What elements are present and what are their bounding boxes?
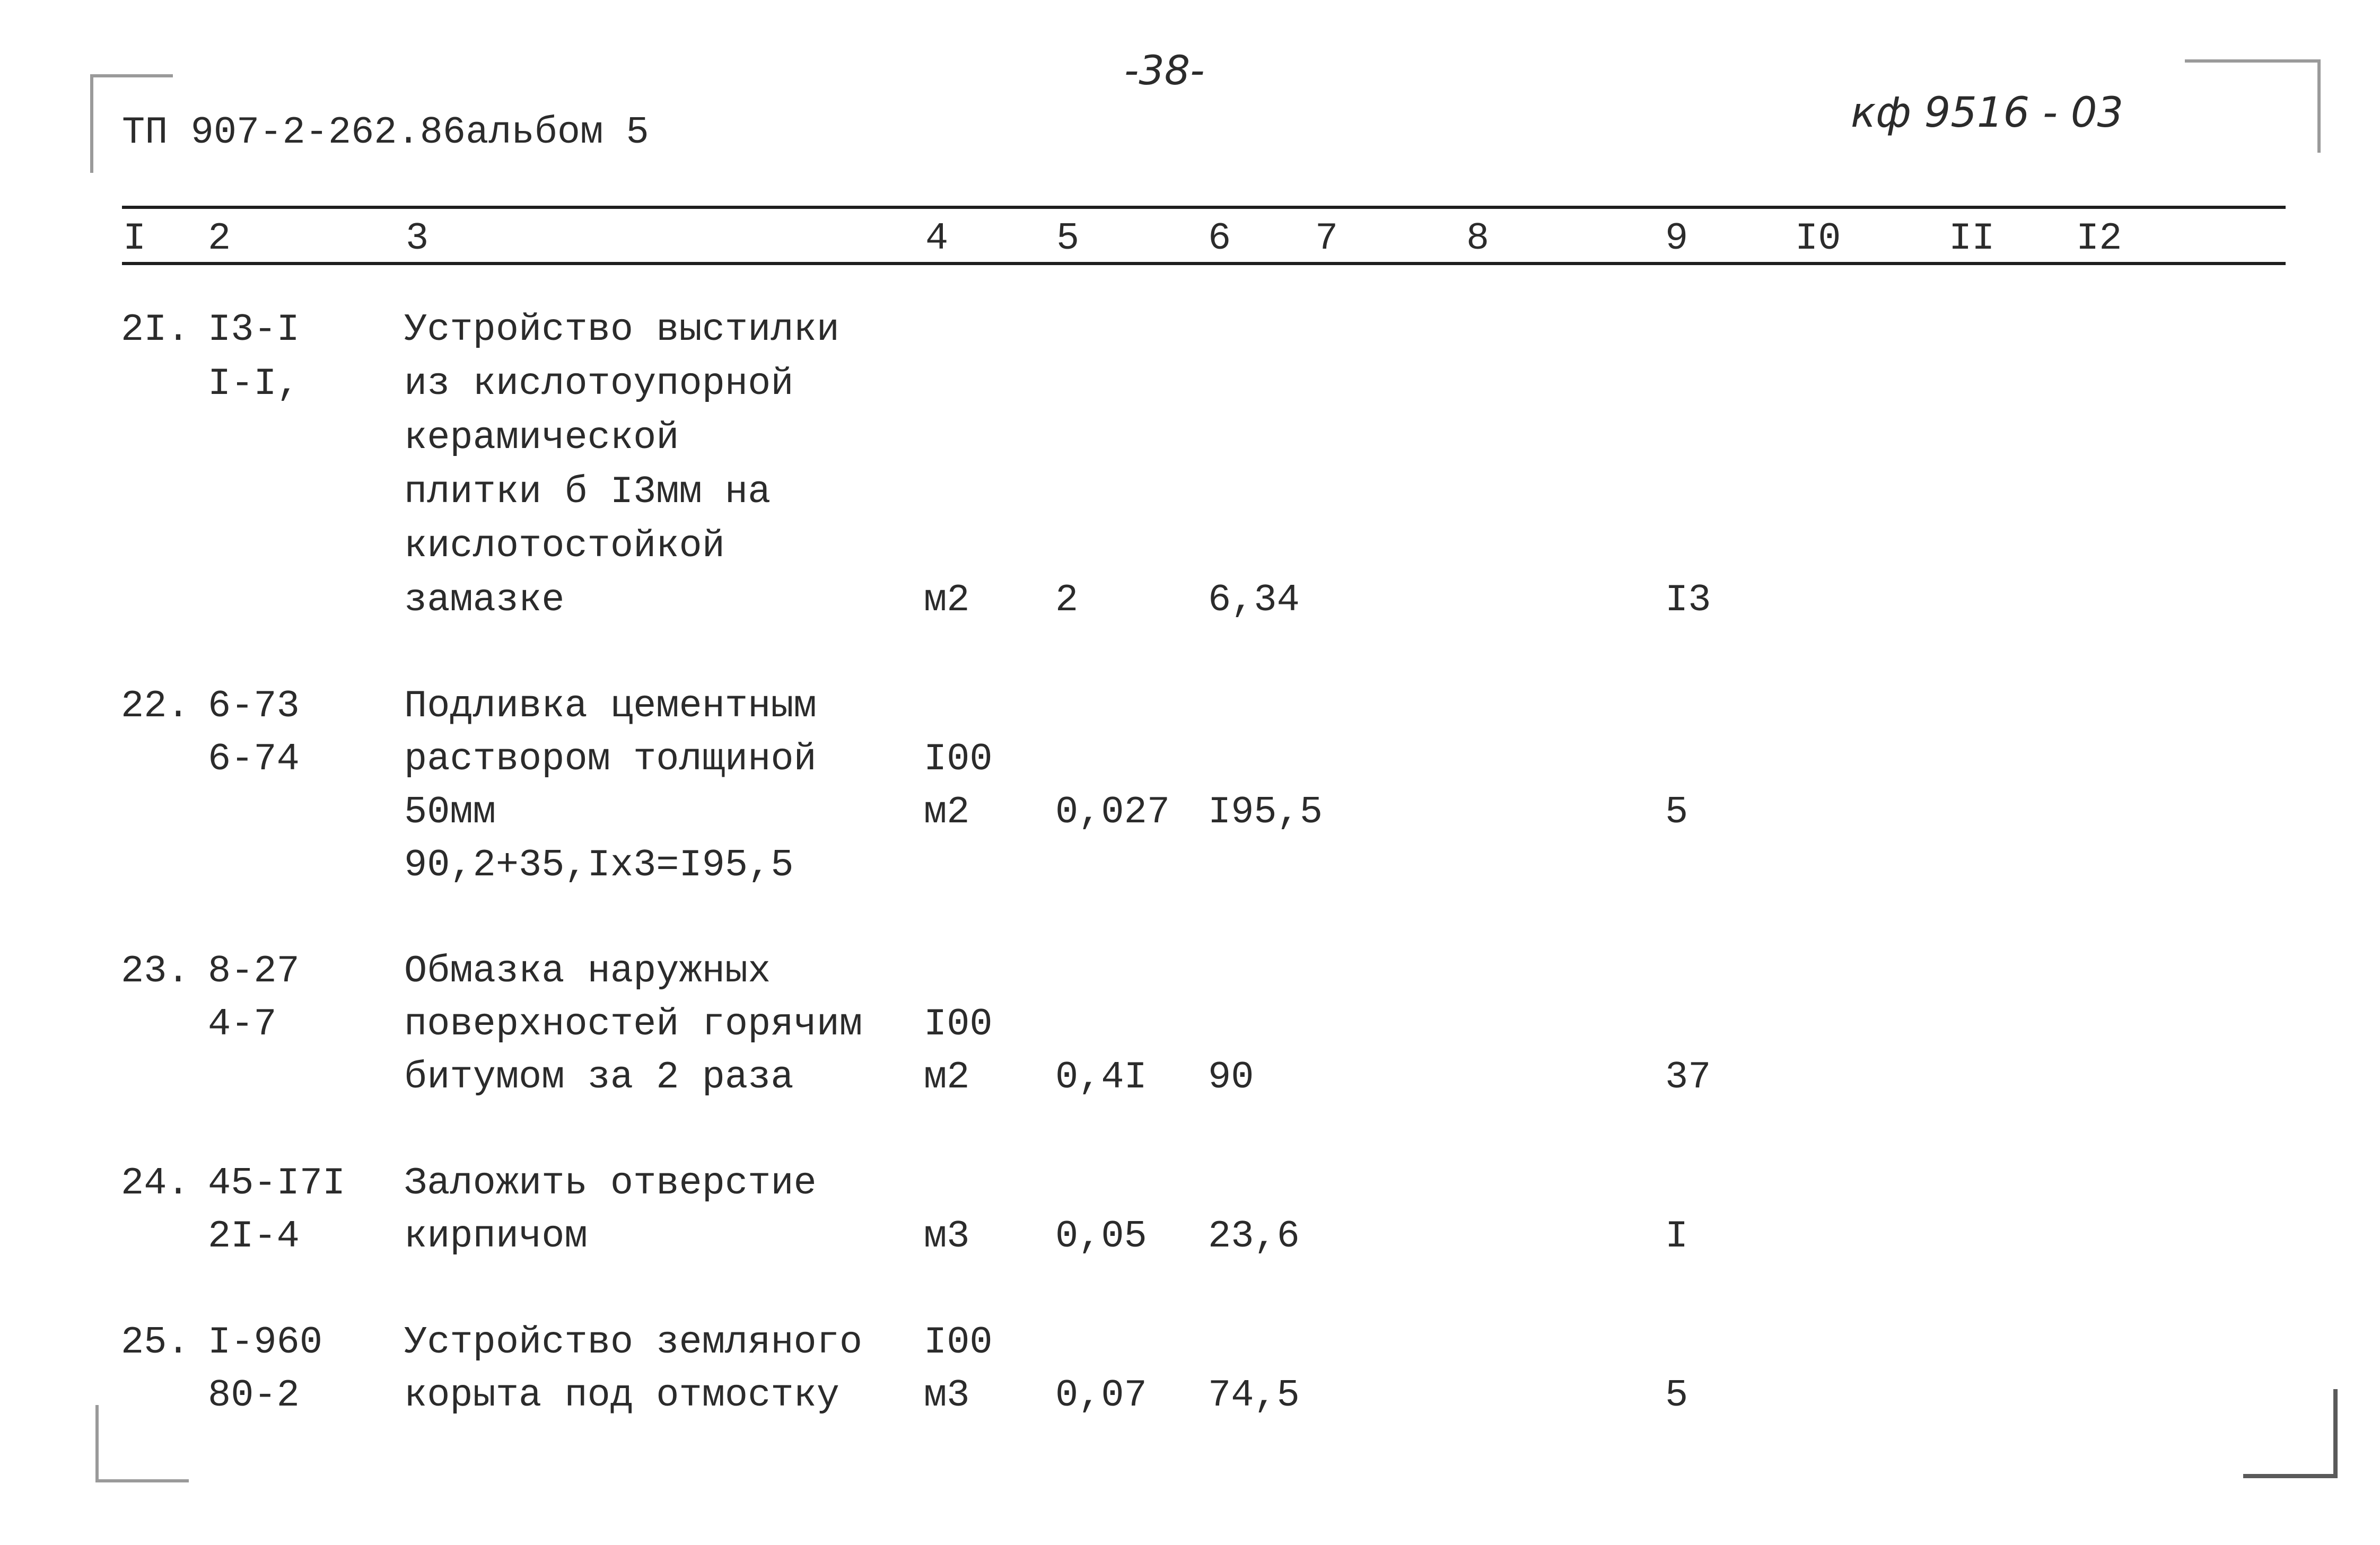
- row-value-col9: I: [1665, 1215, 1688, 1258]
- table-top-rule: [122, 206, 2286, 209]
- row-code: 45-I7I: [208, 1162, 346, 1205]
- row-description: корыта под отмостку: [404, 1374, 839, 1417]
- column-header-2: 2: [208, 217, 231, 260]
- row-description: плитки б I3мм на: [404, 470, 771, 514]
- column-header-7: 7: [1315, 217, 1338, 260]
- row-description: 90,2+35,Iх3=I95,5: [404, 844, 794, 887]
- row-description: раствором толщиной: [404, 738, 817, 781]
- row-unit: м3: [924, 1215, 970, 1258]
- row-quantity: 0,07: [1055, 1374, 1147, 1417]
- row-description: битумом за 2 раза: [404, 1056, 794, 1099]
- row-value-col9: 37: [1665, 1056, 1711, 1099]
- row-description: 50мм: [404, 791, 496, 834]
- row-number: 23.: [121, 950, 190, 993]
- row-number: 24.: [121, 1162, 190, 1205]
- column-header-11: II: [1949, 217, 1995, 260]
- row-unit: I00: [924, 738, 993, 781]
- row-code: 6-73: [208, 684, 300, 728]
- column-header-5: 5: [1056, 217, 1080, 260]
- row-code: 80-2: [208, 1374, 300, 1417]
- row-description: керамической: [404, 416, 679, 460]
- row-unit: м2: [924, 791, 970, 834]
- row-code: 2I-4: [208, 1215, 300, 1258]
- frame-corner-top-right: [2185, 59, 2321, 153]
- row-value-col6: 6,34: [1208, 578, 1300, 622]
- row-code: 6-74: [208, 738, 300, 781]
- row-description: Устройство выстилки: [404, 308, 839, 352]
- row-number: 2I.: [121, 308, 190, 352]
- row-code: 4-7: [208, 1003, 277, 1046]
- row-quantity: 0,027: [1055, 791, 1170, 834]
- row-unit: м2: [924, 578, 970, 622]
- row-value-col6: 74,5: [1208, 1374, 1300, 1417]
- row-code: I3-I: [208, 308, 300, 352]
- row-description: Заложить отверстие: [404, 1162, 817, 1205]
- column-header-4: 4: [925, 217, 949, 260]
- row-description: Обмазка наружных: [404, 950, 771, 993]
- row-description: кислотостойкой: [404, 524, 725, 568]
- column-header-6: 6: [1208, 217, 1231, 260]
- row-description: кирпичом: [404, 1215, 588, 1258]
- row-description: Устройство земляного: [404, 1321, 863, 1364]
- row-quantity: 0,4I: [1055, 1056, 1147, 1099]
- row-unit: м3: [924, 1374, 970, 1417]
- row-quantity: 0,05: [1055, 1215, 1147, 1258]
- row-value-col9: I3: [1665, 578, 1711, 622]
- row-quantity: 2: [1055, 578, 1079, 622]
- column-header-3: 3: [406, 217, 429, 260]
- row-unit: м2: [924, 1056, 970, 1099]
- row-number: 22.: [121, 684, 190, 728]
- row-value-col9: 5: [1665, 791, 1688, 834]
- row-unit: I00: [924, 1321, 993, 1364]
- page-number: -38-: [1124, 47, 1205, 94]
- row-value-col6: 23,6: [1208, 1215, 1300, 1258]
- row-description: замазке: [404, 578, 565, 622]
- row-description: Подливка цементным: [404, 684, 817, 728]
- row-value-col6: 90: [1208, 1056, 1254, 1099]
- frame-corner-bottom-right: [2243, 1389, 2338, 1478]
- row-code: I-I,: [208, 362, 300, 406]
- column-header-1: I: [123, 217, 146, 260]
- document-reference: ТП 907-2-262.86альбом 5: [122, 111, 649, 154]
- column-header-12: I2: [2076, 217, 2122, 260]
- row-unit: I00: [924, 1003, 993, 1046]
- column-header-9: 9: [1665, 217, 1688, 260]
- column-header-8: 8: [1466, 217, 1490, 260]
- row-code: I-960: [208, 1321, 323, 1364]
- row-description: поверхностей горячим: [404, 1003, 863, 1046]
- row-value-col6: I95,5: [1208, 791, 1323, 834]
- row-number: 25.: [121, 1321, 190, 1364]
- archive-stamp: кф 9516 - 03: [1851, 89, 2124, 137]
- row-code: 8-27: [208, 950, 300, 993]
- row-description: из кислотоупорной: [404, 362, 794, 406]
- row-value-col9: 5: [1665, 1374, 1688, 1417]
- frame-corner-bottom-left: [95, 1405, 189, 1482]
- column-header-10: I0: [1795, 217, 1841, 260]
